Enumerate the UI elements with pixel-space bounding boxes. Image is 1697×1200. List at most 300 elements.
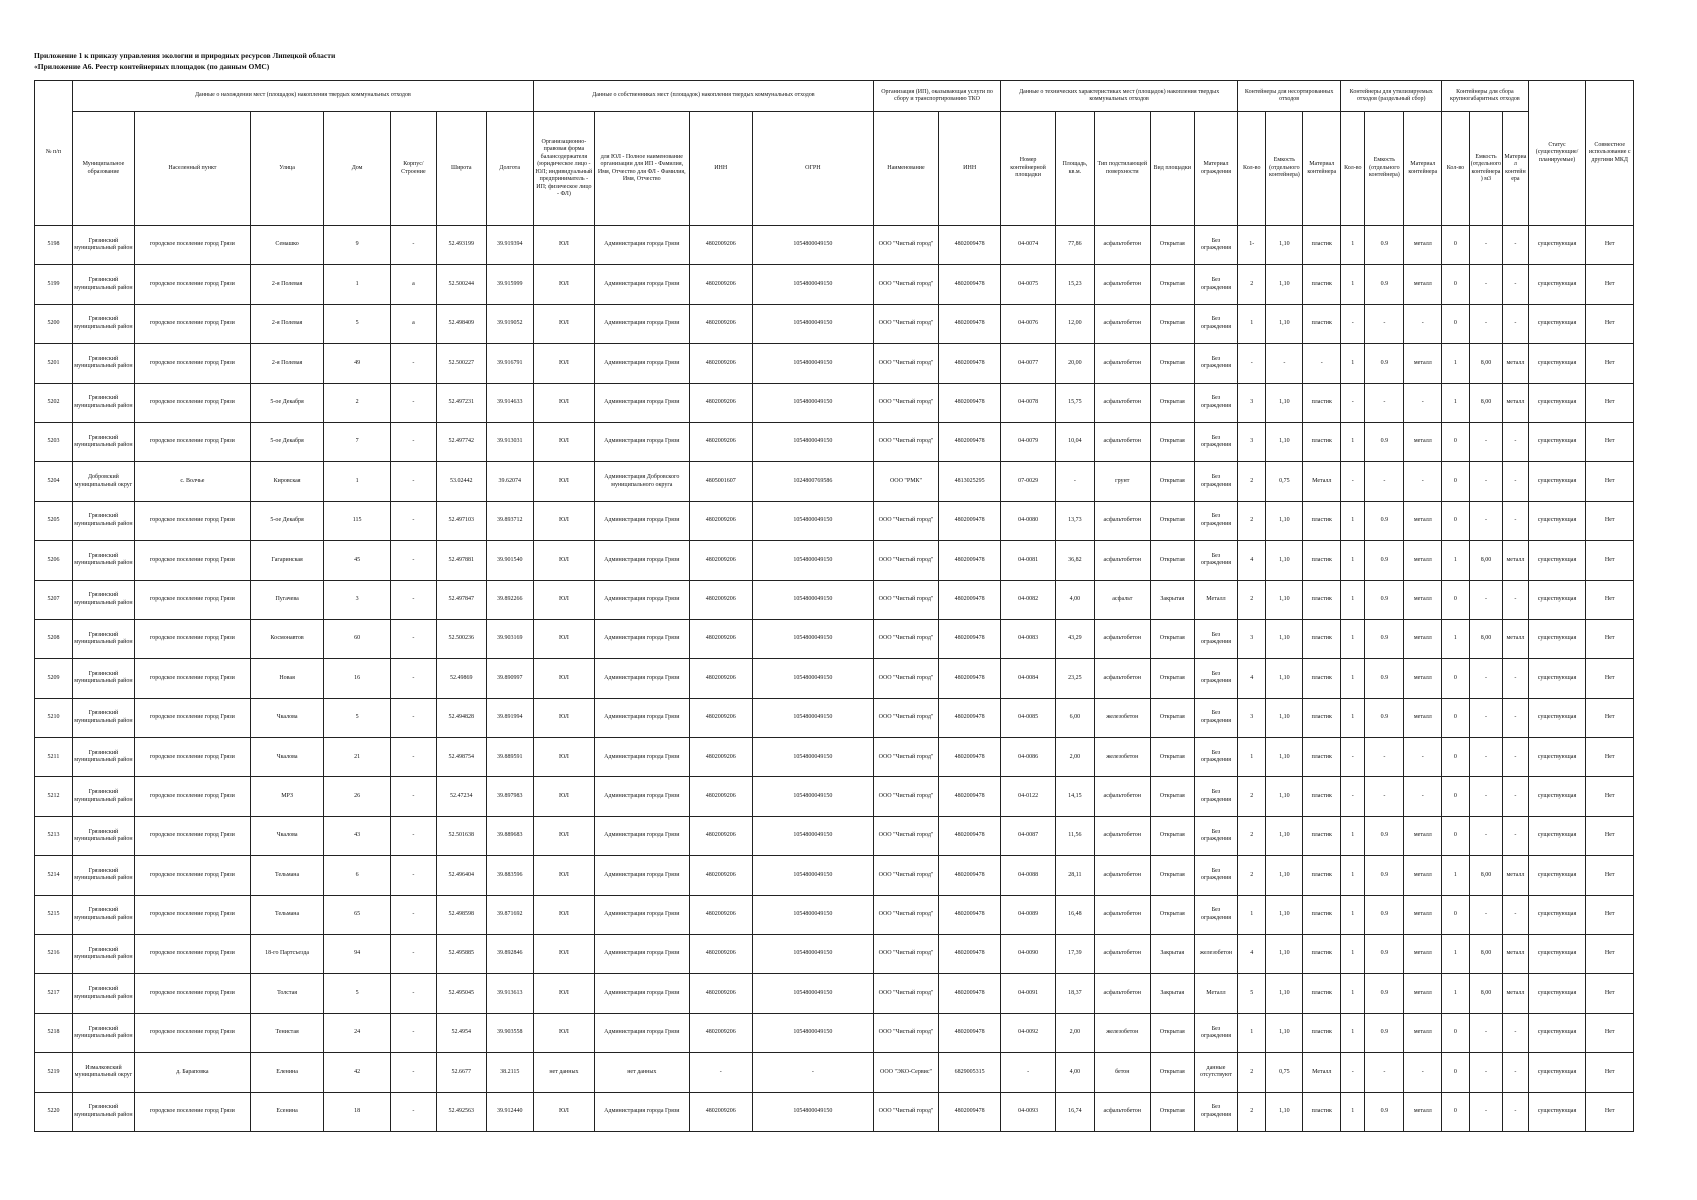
cell-longitude: 39.889591 [486, 738, 533, 777]
cell-legal-form: ЮЛ [533, 226, 594, 265]
cell-utilized-qty: - [1341, 383, 1365, 422]
cell-operator-inn: 4802009478 [939, 1013, 1001, 1052]
cell-bulky-material: металл [1503, 344, 1528, 383]
cell-sorted-capacity: 1,10 [1266, 935, 1303, 974]
cell-utilized-capacity: - [1365, 1053, 1404, 1092]
cell-shared: Нет [1586, 619, 1634, 658]
cell-street: 5-ое Декабря [250, 422, 324, 461]
cell-bulky-qty: 0 [1442, 304, 1469, 343]
cell-owner-name: Администрация города Грязи [594, 541, 689, 580]
cell-bulky-capacity: - [1469, 1053, 1503, 1092]
cell-operator-name: ООО "Чистый город" [873, 383, 938, 422]
cell-site-number: 04-0089 [1001, 895, 1056, 934]
cell-site-type: Открытая [1150, 265, 1194, 304]
cell-street: Тельмана [250, 856, 324, 895]
cell-site-number: 04-0080 [1001, 501, 1056, 540]
table-row [35, 895, 1634, 934]
cell-number: 5216 [35, 935, 73, 974]
col-longitude: Долгота [486, 112, 533, 226]
group-operator: Организация (ИП), оказывающая услуги по сбору и транспортированию ТКО [873, 81, 1000, 112]
cell-utilized-qty: - [1341, 462, 1365, 501]
cell-operator-name: ООО "ЭКО-Сервис" [873, 1053, 938, 1092]
cell-sorted-capacity: 1,10 [1266, 856, 1303, 895]
cell-bulky-qty: 0 [1442, 422, 1469, 461]
cell-operator-name: ООО "Чистый город" [873, 226, 938, 265]
cell-site-type: Открытая [1150, 462, 1194, 501]
cell-sorted-material: пластик [1303, 619, 1341, 658]
table-row [35, 541, 1634, 580]
cell-site-type: Закрытая [1150, 935, 1194, 974]
cell-building: - [390, 541, 436, 580]
cell-bulky-capacity: 8,00 [1469, 619, 1503, 658]
cell-surface: асфальтобетон [1094, 619, 1150, 658]
cell-legal-form: ЮЛ [533, 856, 594, 895]
cell-bulky-material: - [1503, 501, 1528, 540]
cell-utilized-material: - [1404, 738, 1442, 777]
cell-owner-ogrn: - [752, 1053, 873, 1092]
cell-area: 4,00 [1055, 580, 1094, 619]
cell-street: 2-я Полевая [250, 344, 324, 383]
col-sorted-material: Материал контейнера [1303, 112, 1341, 226]
cell-status: существующая [1528, 777, 1586, 816]
group-utilized: Контейнеры для утилизируемых отходов (раздельный сбор) [1341, 81, 1442, 112]
cell-owner-ogrn: 1054800049150 [752, 226, 873, 265]
cell-site-type: Открытая [1150, 1013, 1194, 1052]
cell-sorted-material: пластик [1303, 935, 1341, 974]
cell-longitude: 38.2115 [486, 1053, 533, 1092]
cell-bulky-qty: 0 [1442, 738, 1469, 777]
cell-sorted-capacity: 1,10 [1266, 422, 1303, 461]
cell-number: 5206 [35, 541, 73, 580]
cell-bulky-material: - [1503, 226, 1528, 265]
cell-latitude: 52.4954 [437, 1013, 486, 1052]
cell-house: 5 [324, 304, 390, 343]
cell-number: 5205 [35, 501, 73, 540]
cell-area: 4,00 [1055, 1053, 1094, 1092]
cell-latitude: 52.501638 [437, 816, 486, 855]
cell-status: существующая [1528, 1053, 1586, 1092]
cell-site-type: Закрытая [1150, 974, 1194, 1013]
cell-longitude: 39.891994 [486, 698, 533, 737]
cell-utilized-capacity: 0.9 [1365, 698, 1404, 737]
cell-building: - [390, 383, 436, 422]
cell-bulky-qty: 0 [1442, 1013, 1469, 1052]
cell-operator-name: ООО "Чистый город" [873, 935, 938, 974]
cell-site-type: Открытая [1150, 738, 1194, 777]
cell-operator-inn: 4802009478 [939, 344, 1001, 383]
table-row [35, 1053, 1634, 1092]
cell-bulky-material: - [1503, 1053, 1528, 1092]
cell-latitude: 52.47234 [437, 777, 486, 816]
cell-area: 28,11 [1055, 856, 1094, 895]
cell-operator-inn: 4802009478 [939, 738, 1001, 777]
cell-bulky-capacity: - [1469, 226, 1503, 265]
cell-utilized-capacity: 0.9 [1365, 541, 1404, 580]
cell-bulky-material: - [1503, 698, 1528, 737]
cell-municipality: Грязинский муниципальный район [72, 1013, 134, 1052]
cell-owner-name: Администрация города Грязи [594, 1092, 689, 1131]
cell-surface: асфальтобетон [1094, 383, 1150, 422]
cell-status: существующая [1528, 738, 1586, 777]
cell-operator-inn: 4802009478 [939, 698, 1001, 737]
cell-building: а [390, 265, 436, 304]
cell-bulky-material: - [1503, 462, 1528, 501]
cell-number: 5210 [35, 698, 73, 737]
cell-utilized-qty: 1 [1341, 816, 1365, 855]
cell-utilized-qty: 1 [1341, 580, 1365, 619]
cell-number: 5198 [35, 226, 73, 265]
cell-utilized-capacity: - [1365, 304, 1404, 343]
cell-bulky-qty: 0 [1442, 462, 1469, 501]
cell-utilized-material: металл [1404, 935, 1442, 974]
cell-operator-inn: 4802009478 [939, 935, 1001, 974]
cell-bulky-material: - [1503, 1013, 1528, 1052]
cell-site-type: Открытая [1150, 659, 1194, 698]
cell-area: 12,00 [1055, 304, 1094, 343]
table-row [35, 501, 1634, 540]
cell-sorted-capacity: 1,10 [1266, 541, 1303, 580]
cell-bulky-material: - [1503, 304, 1528, 343]
cell-area: 20,00 [1055, 344, 1094, 383]
cell-bulky-material: металл [1503, 383, 1528, 422]
cell-site-type: Открытая [1150, 1092, 1194, 1131]
cell-sorted-capacity: 0,75 [1266, 462, 1303, 501]
cell-utilized-qty: 1 [1341, 226, 1365, 265]
cell-owner-inn: 4802009206 [689, 383, 752, 422]
cell-bulky-qty: 1 [1442, 619, 1469, 658]
cell-building: - [390, 226, 436, 265]
cell-operator-name: ООО "Чистый город" [873, 659, 938, 698]
cell-shared: Нет [1586, 501, 1634, 540]
cell-shared: Нет [1586, 462, 1634, 501]
cell-owner-ogrn: 1054800049150 [752, 1092, 873, 1131]
cell-status: существующая [1528, 974, 1586, 1013]
cell-sorted-qty: 2 [1238, 1053, 1266, 1092]
cell-utilized-capacity: 0.9 [1365, 619, 1404, 658]
cell-area: 2,00 [1055, 1013, 1094, 1052]
cell-municipality: Грязинский муниципальный район [72, 698, 134, 737]
cell-bulky-material: - [1503, 777, 1528, 816]
cell-municipality: Грязинский муниципальный район [72, 895, 134, 934]
cell-bulky-qty: 0 [1442, 1092, 1469, 1131]
cell-owner-ogrn: 1054800049150 [752, 816, 873, 855]
cell-latitude: 52.500244 [437, 265, 486, 304]
cell-sorted-capacity: 1,10 [1266, 698, 1303, 737]
table-row [35, 1092, 1634, 1131]
col-shared: Совместное использование с другими МКД [1586, 81, 1634, 226]
cell-operator-inn: 4802009478 [939, 383, 1001, 422]
cell-house: 65 [324, 895, 390, 934]
cell-fence: данные отсутствуют [1194, 1053, 1237, 1092]
cell-site-type: Открытая [1150, 344, 1194, 383]
col-area: Площадь, кв.м. [1055, 112, 1094, 226]
cell-owner-inn: 4802009206 [689, 619, 752, 658]
cell-utilized-capacity: 0.9 [1365, 856, 1404, 895]
cell-owner-inn: 4802009206 [689, 501, 752, 540]
cell-sorted-capacity: - [1266, 344, 1303, 383]
cell-owner-name: Администрация города Грязи [594, 383, 689, 422]
cell-site-type: Открытая [1150, 1053, 1194, 1092]
cell-street: 5-ое Декабря [250, 501, 324, 540]
cell-site-number: 04-0082 [1001, 580, 1056, 619]
cell-site-type: Открытая [1150, 501, 1194, 540]
cell-owner-name: Администрация города Грязи [594, 1013, 689, 1052]
col-sorted-qty: Кол-во [1238, 112, 1266, 226]
cell-owner-inn: 4802009206 [689, 1013, 752, 1052]
cell-bulky-capacity: - [1469, 738, 1503, 777]
cell-owner-inn: 4802009206 [689, 777, 752, 816]
cell-latitude: 52.492563 [437, 1092, 486, 1131]
cell-owner-ogrn: 1054800049150 [752, 974, 873, 1013]
cell-legal-form: ЮЛ [533, 659, 594, 698]
cell-latitude: 52.497881 [437, 541, 486, 580]
registry-table-body [35, 226, 1634, 1132]
cell-building: - [390, 1053, 436, 1092]
table-row [35, 698, 1634, 737]
cell-owner-ogrn: 1054800049150 [752, 619, 873, 658]
cell-surface: железобетон [1094, 698, 1150, 737]
col-status: Статус (существующие/планируемые) [1528, 81, 1586, 226]
cell-sorted-material: пластик [1303, 422, 1341, 461]
table-row [35, 738, 1634, 777]
cell-sorted-qty: 3 [1238, 383, 1266, 422]
cell-operator-name: ООО "Чистый город" [873, 816, 938, 855]
cell-area: 23,25 [1055, 659, 1094, 698]
cell-operator-inn: 4802009478 [939, 856, 1001, 895]
cell-owner-inn: 4802009206 [689, 895, 752, 934]
cell-legal-form: ЮЛ [533, 1092, 594, 1131]
cell-utilized-capacity: 0.9 [1365, 935, 1404, 974]
cell-area: 43,29 [1055, 619, 1094, 658]
cell-sorted-capacity: 1,10 [1266, 304, 1303, 343]
cell-operator-inn: 4802009478 [939, 619, 1001, 658]
cell-utilized-qty: 1 [1341, 541, 1365, 580]
cell-municipality: Грязинский муниципальный район [72, 777, 134, 816]
cell-owner-name: Администрация города Грязи [594, 422, 689, 461]
cell-site-number: 04-0074 [1001, 226, 1056, 265]
cell-sorted-material: пластик [1303, 659, 1341, 698]
cell-sorted-capacity: 1,10 [1266, 974, 1303, 1013]
cell-fence: Без ограждения [1194, 383, 1237, 422]
cell-shared: Нет [1586, 304, 1634, 343]
cell-municipality: Грязинский муниципальный район [72, 619, 134, 658]
cell-building: а [390, 304, 436, 343]
cell-longitude: 39.915999 [486, 265, 533, 304]
cell-bulky-qty: 0 [1442, 1053, 1469, 1092]
cell-sorted-qty: 3 [1238, 422, 1266, 461]
cell-bulky-qty: 0 [1442, 501, 1469, 540]
cell-sorted-qty: 1 [1238, 304, 1266, 343]
cell-legal-form: ЮЛ [533, 777, 594, 816]
cell-sorted-material: пластик [1303, 738, 1341, 777]
col-bulky-material: Материал контейнера [1503, 112, 1528, 226]
cell-bulky-material: - [1503, 422, 1528, 461]
cell-house: 1 [324, 265, 390, 304]
cell-utilized-qty: 1 [1341, 856, 1365, 895]
cell-operator-name: ООО "Чистый город" [873, 344, 938, 383]
cell-owner-inn: 4802009206 [689, 738, 752, 777]
col-fence: Материал ограждения [1194, 112, 1237, 226]
cell-surface: асфальтобетон [1094, 777, 1150, 816]
cell-utilized-capacity: 0.9 [1365, 895, 1404, 934]
container-site-registry-table [34, 80, 1634, 1132]
col-street: Улица [250, 112, 324, 226]
col-settlement: Населенный пункт [134, 112, 250, 226]
cell-municipality: Грязинский муниципальный район [72, 226, 134, 265]
cell-surface: асфальтобетон [1094, 226, 1150, 265]
cell-status: существующая [1528, 1092, 1586, 1131]
cell-fence: Без ограждения [1194, 344, 1237, 383]
cell-operator-inn: 4802009478 [939, 501, 1001, 540]
cell-fence: Без ограждения [1194, 265, 1237, 304]
cell-house: 21 [324, 738, 390, 777]
cell-surface: асфальтобетон [1094, 816, 1150, 855]
cell-area: 36,82 [1055, 541, 1094, 580]
cell-bulky-qty: 0 [1442, 698, 1469, 737]
cell-utilized-qty: 1 [1341, 422, 1365, 461]
cell-utilized-capacity: 0.9 [1365, 1092, 1404, 1131]
cell-building: - [390, 619, 436, 658]
cell-surface: асфальтобетон [1094, 1092, 1150, 1131]
col-latitude: Широта [437, 112, 486, 226]
table-row [35, 304, 1634, 343]
cell-settlement: городское поселение город Грязи [134, 816, 250, 855]
cell-utilized-qty: 1 [1341, 619, 1365, 658]
cell-owner-ogrn: 1054800049150 [752, 895, 873, 934]
cell-building: - [390, 816, 436, 855]
cell-owner-inn: 4802009206 [689, 226, 752, 265]
cell-utilized-qty: 1 [1341, 935, 1365, 974]
cell-site-number: 04-0087 [1001, 816, 1056, 855]
cell-operator-name: ООО "Чистый город" [873, 895, 938, 934]
cell-site-number: 04-0091 [1001, 974, 1056, 1013]
cell-sorted-qty: 1 [1238, 738, 1266, 777]
cell-sorted-material: пластик [1303, 580, 1341, 619]
cell-fence: Без ограждения [1194, 304, 1237, 343]
cell-municipality: Грязинский муниципальный район [72, 856, 134, 895]
cell-operator-name: ООО "Чистый город" [873, 698, 938, 737]
cell-bulky-capacity: - [1469, 422, 1503, 461]
cell-bulky-material: металл [1503, 619, 1528, 658]
cell-shared: Нет [1586, 1013, 1634, 1052]
cell-area: 15,75 [1055, 383, 1094, 422]
cell-utilized-material: металл [1404, 619, 1442, 658]
cell-sorted-qty: 3 [1238, 619, 1266, 658]
cell-sorted-capacity: 1,10 [1266, 580, 1303, 619]
col-legal-form: Организационно-правовая форма балансодержателя (юридическое лицо - ЮЛ; индивидуальный предприниматель - ИП; физическое лицо - ФЛ) [533, 112, 594, 226]
cell-bulky-capacity: 8,00 [1469, 856, 1503, 895]
cell-surface: асфальтобетон [1094, 501, 1150, 540]
col-house: Дом [324, 112, 390, 226]
cell-status: существующая [1528, 226, 1586, 265]
cell-fence: Без ограждения [1194, 226, 1237, 265]
cell-street: Чкалова [250, 738, 324, 777]
cell-utilized-qty: 1 [1341, 501, 1365, 540]
cell-settlement: городское поселение город Грязи [134, 895, 250, 934]
cell-site-type: Открытая [1150, 856, 1194, 895]
cell-number: 5204 [35, 462, 73, 501]
cell-owner-ogrn: 1054800049150 [752, 422, 873, 461]
cell-longitude: 39.919394 [486, 226, 533, 265]
cell-fence: Без ограждения [1194, 541, 1237, 580]
cell-house: 18 [324, 1092, 390, 1131]
cell-utilized-material: металл [1404, 698, 1442, 737]
cell-utilized-capacity: 0.9 [1365, 422, 1404, 461]
cell-owner-name: Администрация города Грязи [594, 304, 689, 343]
cell-surface: бетон [1094, 1053, 1150, 1092]
cell-fence: Без ограждения [1194, 777, 1237, 816]
cell-owner-name: Администрация города Грязи [594, 974, 689, 1013]
cell-site-type: Открытая [1150, 304, 1194, 343]
cell-owner-inn: 4802009206 [689, 422, 752, 461]
cell-street: Еленина [250, 1053, 324, 1092]
cell-street: Космонавтов [250, 619, 324, 658]
cell-longitude: 39.892846 [486, 935, 533, 974]
cell-house: 16 [324, 659, 390, 698]
cell-utilized-material: металл [1404, 1092, 1442, 1131]
cell-settlement: городское поселение город Грязи [134, 344, 250, 383]
cell-legal-form: ЮЛ [533, 344, 594, 383]
cell-fence: Без ограждения [1194, 856, 1237, 895]
table-row [35, 344, 1634, 383]
cell-sorted-qty: 2 [1238, 816, 1266, 855]
cell-utilized-material: металл [1404, 422, 1442, 461]
cell-legal-form: ЮЛ [533, 738, 594, 777]
cell-utilized-capacity: 0.9 [1365, 1013, 1404, 1052]
cell-settlement: городское поселение город Грязи [134, 422, 250, 461]
cell-surface: асфальтобетон [1094, 856, 1150, 895]
cell-sorted-material: пластик [1303, 777, 1341, 816]
col-owner-ogrn: ОГРН [752, 112, 873, 226]
table-row [35, 659, 1634, 698]
cell-status: существующая [1528, 935, 1586, 974]
cell-municipality: Грязинский муниципальный район [72, 541, 134, 580]
cell-site-type: Открытая [1150, 422, 1194, 461]
cell-fence: Без ограждения [1194, 422, 1237, 461]
cell-shared: Нет [1586, 895, 1634, 934]
cell-owner-inn: 4802009206 [689, 580, 752, 619]
cell-settlement: городское поселение город Грязи [134, 974, 250, 1013]
col-bulky-capacity: Емкость (отдельного контейнера) м3 [1469, 112, 1503, 226]
cell-operator-inn: 4802009478 [939, 974, 1001, 1013]
cell-longitude: 39.914633 [486, 383, 533, 422]
cell-number: 5217 [35, 974, 73, 1013]
cell-settlement: городское поселение город Грязи [134, 1092, 250, 1131]
cell-operator-name: ООО "Чистый город" [873, 501, 938, 540]
cell-longitude: 39.871692 [486, 895, 533, 934]
cell-site-number: 04-0079 [1001, 422, 1056, 461]
cell-settlement: городское поселение город Грязи [134, 777, 250, 816]
cell-bulky-capacity: - [1469, 816, 1503, 855]
cell-area: 77,86 [1055, 226, 1094, 265]
cell-utilized-capacity: 0.9 [1365, 816, 1404, 855]
cell-status: существующая [1528, 1013, 1586, 1052]
cell-shared: Нет [1586, 265, 1634, 304]
cell-utilized-capacity: - [1365, 383, 1404, 422]
col-bulky-qty: Кол-во [1442, 112, 1469, 226]
cell-surface: асфальтобетон [1094, 344, 1150, 383]
cell-building: - [390, 501, 436, 540]
cell-house: 7 [324, 422, 390, 461]
col-surface: Тип подстилающей поверхности [1094, 112, 1150, 226]
cell-owner-inn: - [689, 1053, 752, 1092]
cell-site-number: 04-0078 [1001, 383, 1056, 422]
cell-bulky-qty: 0 [1442, 895, 1469, 934]
cell-site-number: 04-0075 [1001, 265, 1056, 304]
cell-municipality: Добровский муниципальный округ [72, 462, 134, 501]
cell-operator-inn: 4802009478 [939, 541, 1001, 580]
cell-longitude: 39.889683 [486, 816, 533, 855]
